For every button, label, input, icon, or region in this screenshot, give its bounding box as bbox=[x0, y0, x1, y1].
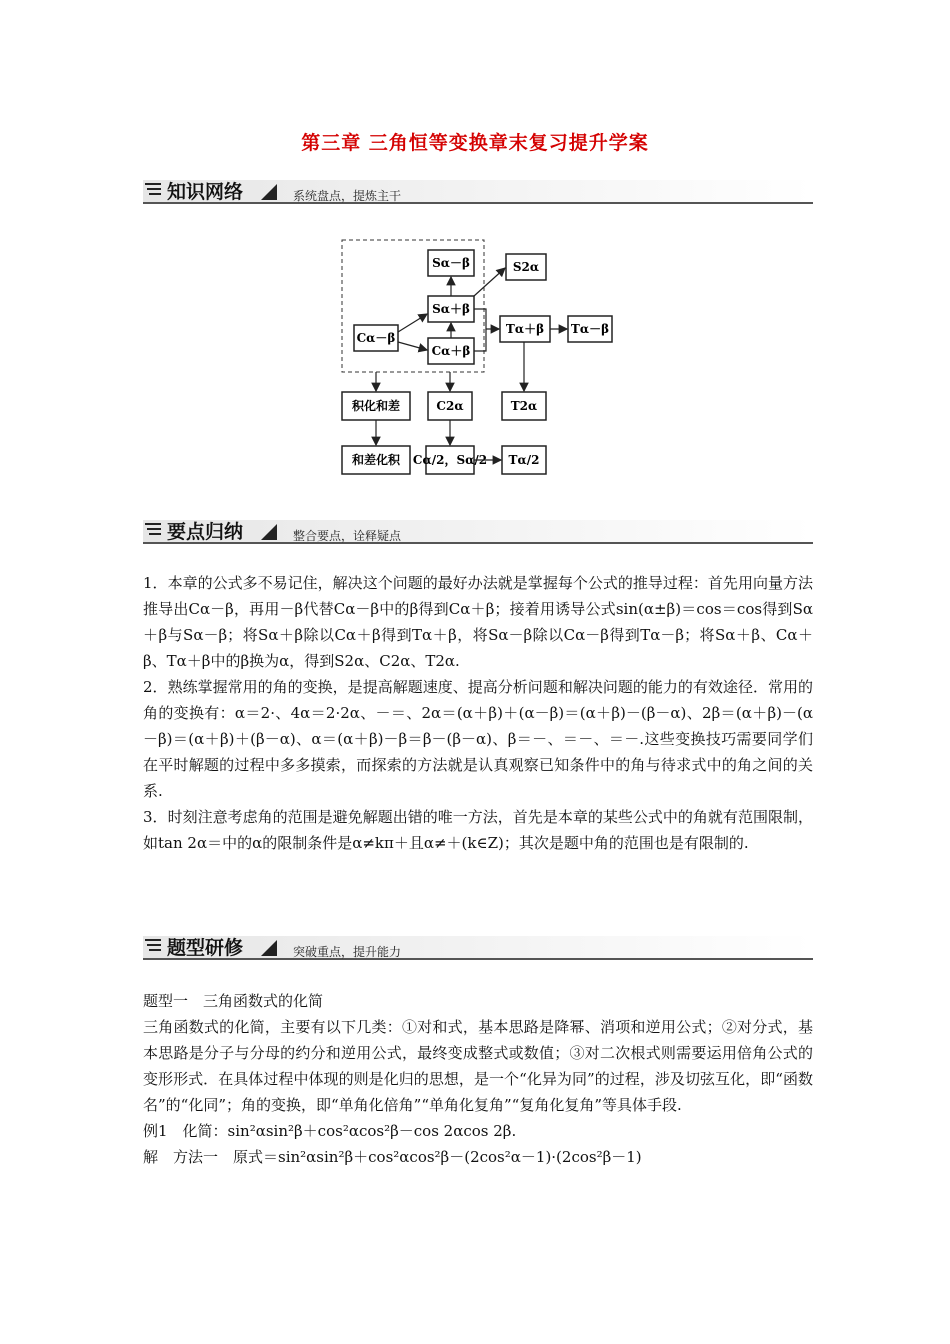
svg-text:Tα－β: Tα－β bbox=[570, 322, 610, 336]
corner-triangle-icon bbox=[261, 184, 277, 200]
svg-text:和差化积: 和差化积 bbox=[351, 453, 401, 467]
type-section-body bbox=[143, 988, 813, 1170]
section-heading: 知识网络 bbox=[167, 181, 244, 203]
svg-text:T2α: T2α bbox=[510, 399, 538, 413]
key-point-3: 3．时刻注意考虑角的范围是避免解题出错的唯一方法，首先是本章的某些公式中的角就有范围限制，如tan 2α＝中的α的限制条件是α≠kπ＋且α≠＋(k∈Z)；其次是题中角的范围也是有限制的. bbox=[143, 808, 813, 852]
node-s-minus bbox=[428, 250, 474, 276]
section-subtitle: 整合要点，诠释疑点 bbox=[293, 529, 402, 543]
section-header-points bbox=[143, 498, 813, 548]
svg-text:Cα－β: Cα－β bbox=[356, 331, 396, 345]
stripes-icon bbox=[145, 938, 163, 954]
node-c-plus bbox=[428, 338, 474, 364]
node-t-minus bbox=[568, 316, 612, 342]
node-s-plus bbox=[428, 296, 474, 322]
svg-text:Sα－β: Sα－β bbox=[432, 256, 470, 270]
knowledge-network-diagram bbox=[330, 232, 620, 478]
svg-text:C2α: C2α bbox=[436, 399, 464, 413]
node-prod-sum bbox=[342, 392, 410, 420]
header-rule bbox=[143, 958, 813, 960]
header-band bbox=[143, 936, 813, 958]
svg-text:Tα＋β: Tα＋β bbox=[505, 322, 545, 336]
node-c-minus bbox=[354, 325, 398, 351]
corner-triangle-icon bbox=[261, 524, 277, 540]
section-header-types bbox=[143, 914, 813, 964]
node-sum-prod bbox=[342, 446, 410, 474]
type1-text: 三角函数式的化简，主要有以下几类：①对和式，基本思路是降幂、消项和逆用公式；②对分式，基本思路是分子与分母的约分和逆用公式，最终变成整式或数值；③对二次根式则需要运用倍角公式的变形形式．在具体过程中体现的则是化归的思想，是一个“化异为同”的过程，涉及切弦互化，即“函数名”的“化同”；角的变换，即“单角化倍角”“单角化复角”“复角化复角”等具体手段. bbox=[143, 1018, 813, 1114]
corner-triangle-icon bbox=[261, 940, 277, 956]
stripes-icon bbox=[145, 522, 163, 538]
svg-text:Sα＋β: Sα＋β bbox=[432, 302, 470, 316]
node-c2 bbox=[428, 392, 472, 420]
key-point-1: 1．本章的公式多不易记住，解决这个问题的最好办法就是掌握每个公式的推导过程：首先用向量方法推导出Cα－β，再用－β代替Cα－β中的β得到Cα＋β；接着用诱导公式sin(α±β)＝cos＝cos得到Sα＋β与Sα－β；将Sα＋β除以Cα＋β得到Tα＋β，将Sα－β除以Cα－β得到Tα－β；将Sα＋β、Cα＋β、Tα＋β中的β换为α，得到S2α、C2α、T2α. bbox=[143, 574, 813, 670]
stripes-icon bbox=[145, 182, 163, 198]
example-1: 例1 化简：sin²αsin²β＋cos²αcos²β－cos 2αcos 2β. bbox=[143, 1122, 517, 1140]
svg-text:Cα/2，Sα/2: Cα/2，Sα/2 bbox=[412, 453, 488, 467]
section-subtitle: 突破重点，提升能力 bbox=[293, 945, 402, 959]
svg-text:Tα/2: Tα/2 bbox=[508, 453, 540, 467]
header-band bbox=[143, 180, 813, 202]
page-title: 第三章 三角恒等变换章末复习提升学案 bbox=[301, 132, 649, 154]
header-rule bbox=[143, 542, 813, 544]
svg-text:积化和差: 积化和差 bbox=[351, 399, 401, 413]
node-t-plus bbox=[500, 316, 550, 342]
node-s2 bbox=[506, 254, 546, 280]
type1-title: 题型一 三角函数式的化简 bbox=[143, 992, 324, 1010]
header-rule bbox=[143, 202, 813, 204]
node-half-t bbox=[502, 446, 546, 474]
solution-1: 解 方法一 原式＝sin²αsin²β＋cos²αcos²β－(2cos²α－1)·(2cos²β－1) bbox=[143, 1148, 642, 1166]
svg-text:S2α: S2α bbox=[512, 260, 540, 274]
key-points bbox=[143, 570, 813, 856]
svg-text:Cα＋β: Cα＋β bbox=[431, 344, 471, 358]
section-header-network bbox=[143, 158, 813, 208]
section-heading: 要点归纳 bbox=[167, 521, 244, 543]
header-band bbox=[143, 520, 813, 542]
section-heading: 题型研修 bbox=[167, 937, 244, 959]
key-point-2: 2．熟练掌握常用的角的变换，是提高解题速度、提高分析问题和解决问题的能力的有效途径．常用的角的变换有：α＝2·、4α＝2·2α、－＝、2α＝(α＋β)＋(α－β)＝(α＋β)－(β－α)、2β＝(α＋β)－(α－β)＝(α＋β)＋(β－α)、α＝(α＋β)－β＝β－(β－α)、β＝－、＝－、＝－.这些变换技巧需要同学们在平时解题的过程中多多摸索，而探索的方法就是认真观察已知条件中的角与待求式中的角之间的关系. bbox=[143, 678, 813, 800]
node-t2 bbox=[502, 392, 546, 420]
section-subtitle: 系统盘点，提炼主干 bbox=[293, 189, 402, 203]
